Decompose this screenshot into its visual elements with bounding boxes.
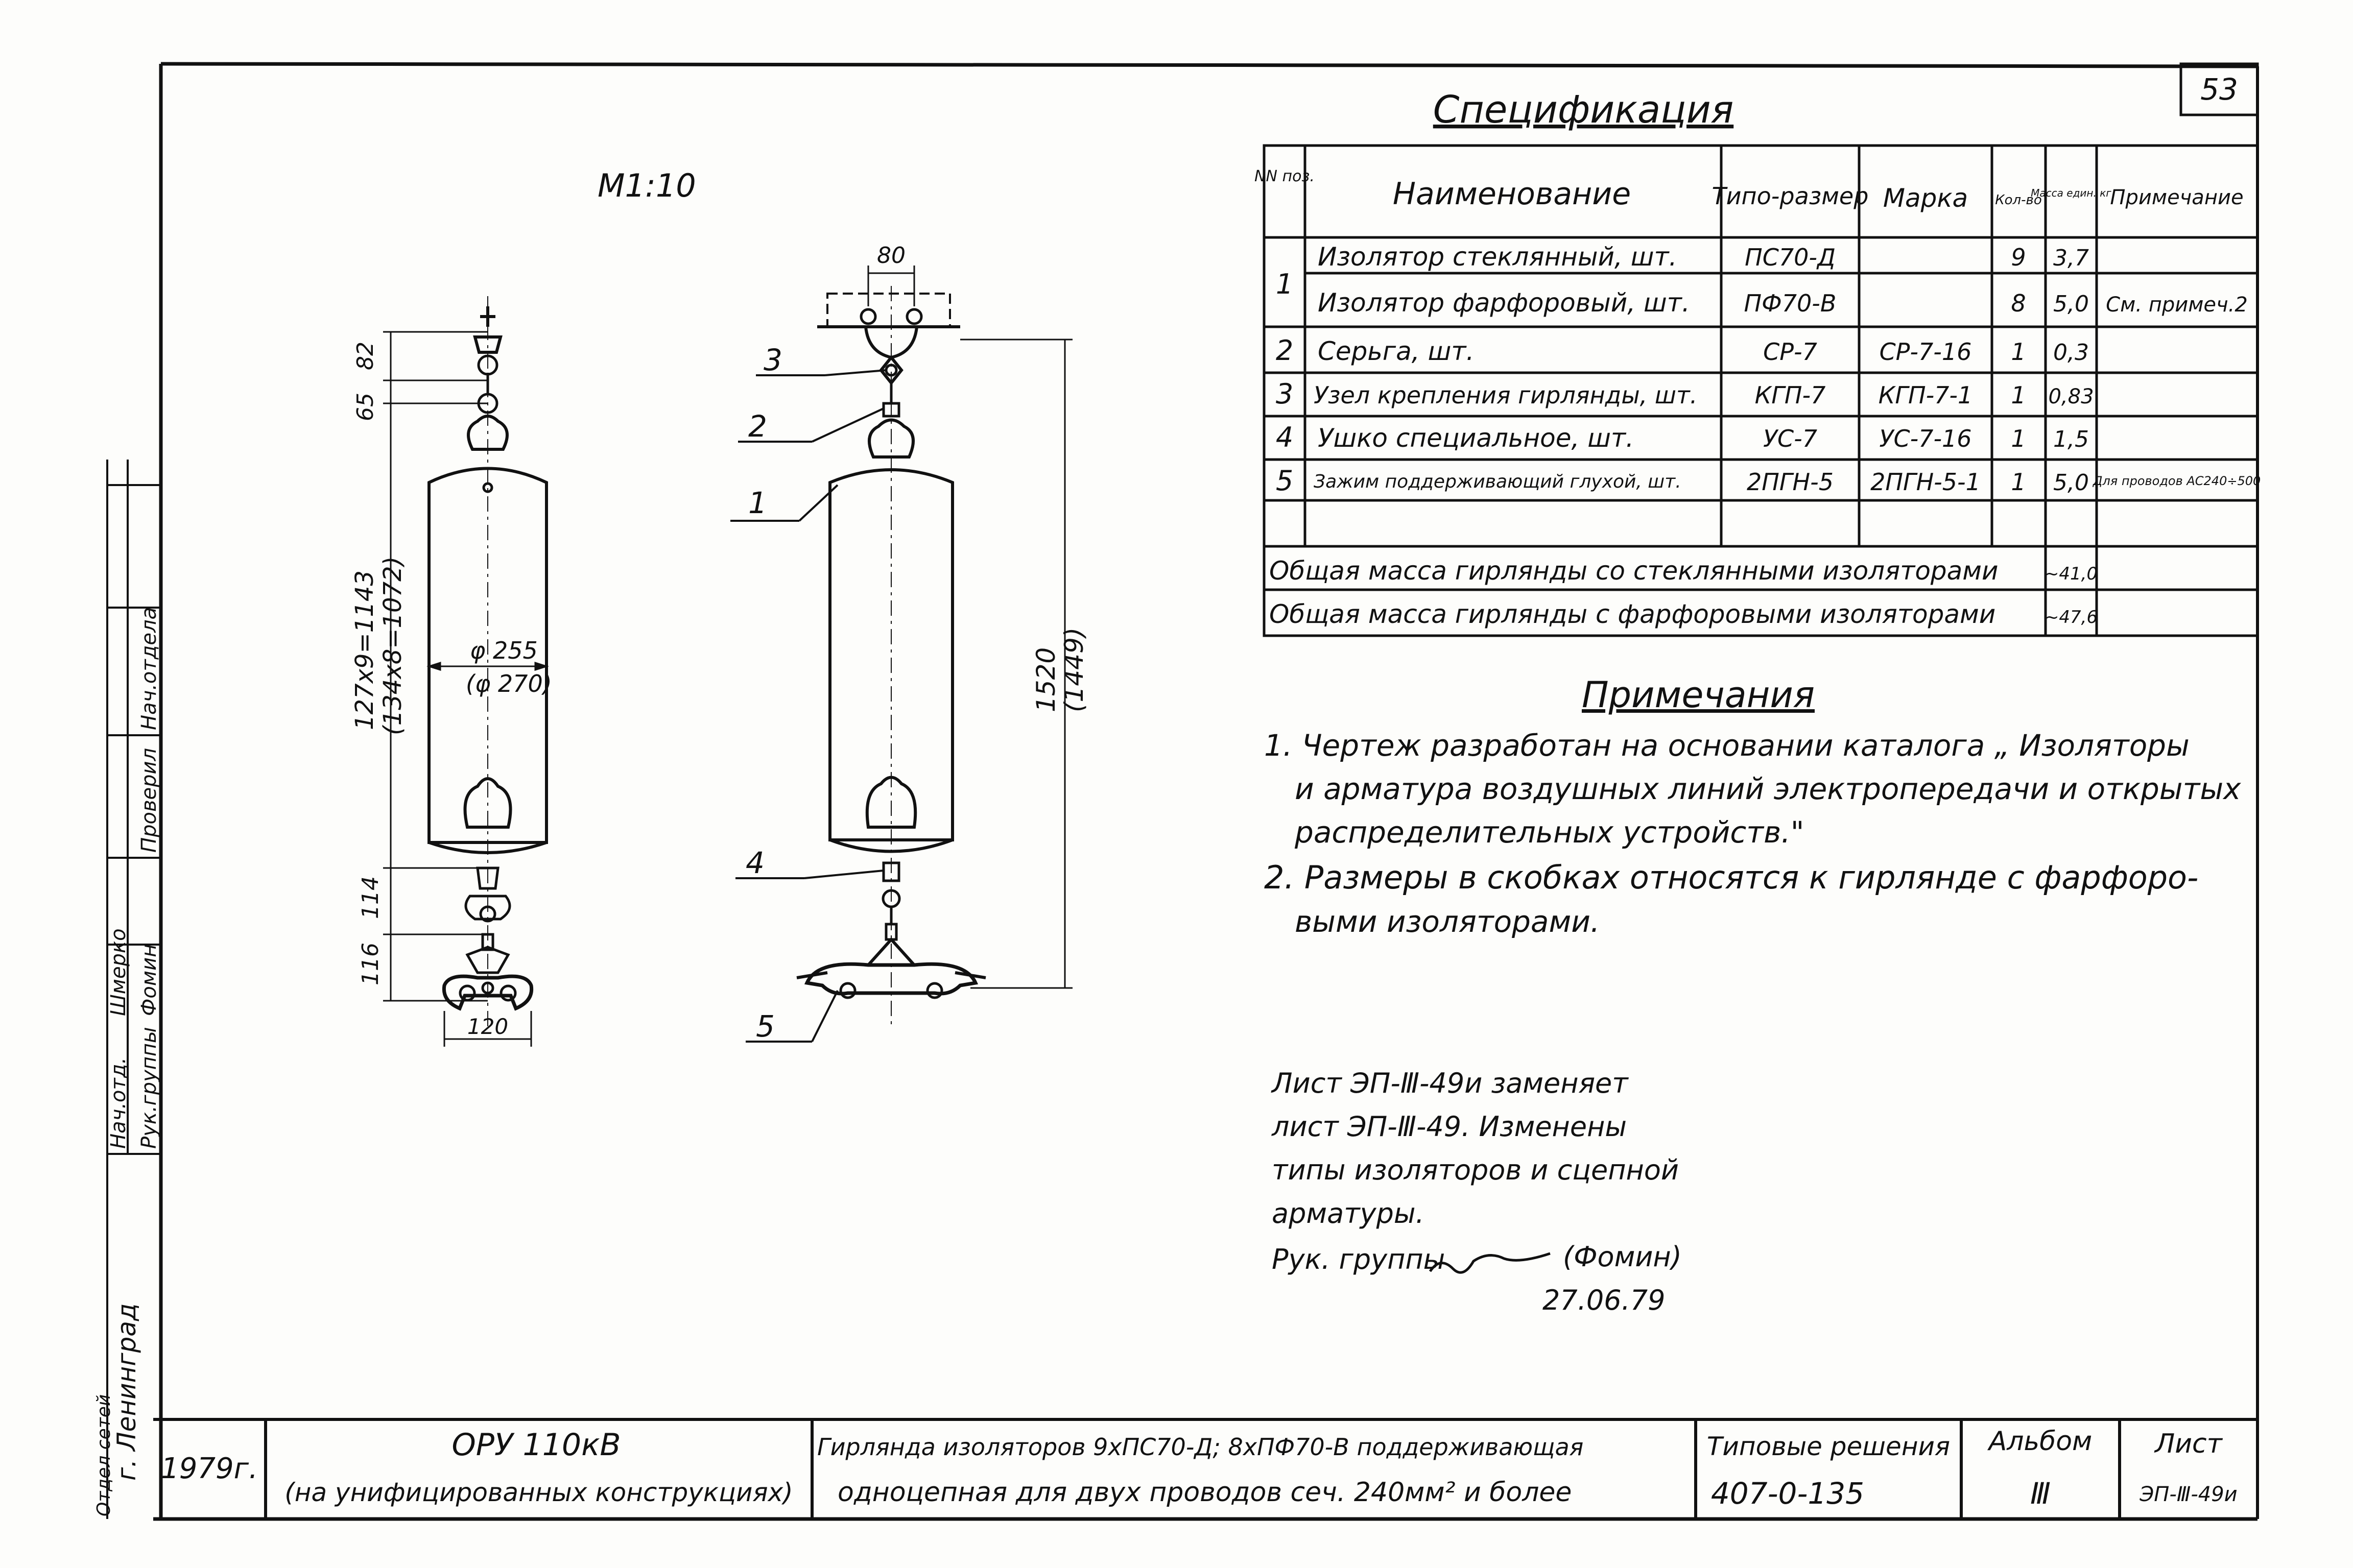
title-series-value: 407-0-135 [1710, 1476, 1865, 1511]
row-mark: СР-7-16 [1879, 338, 1972, 366]
header-name: Наименование [1392, 176, 1631, 212]
row-note: Для проводов АС240÷500 [2093, 474, 2261, 488]
stamp-org: г. Ленинград [112, 1303, 141, 1481]
note-2-line-2: выми изоляторами. [1295, 904, 1600, 939]
row-name: Изолятор фарфоровый, шт. [1318, 288, 1690, 318]
note-1-line-1: 1. Чертеж разработан на основании каталога „ Изоляторы [1264, 728, 2190, 763]
notes-title: Примечания [1581, 674, 1815, 716]
note-1-line-3: распределительных устройств." [1295, 815, 1804, 850]
notes-list [1264, 728, 2241, 939]
callout-5: 5 [756, 1009, 775, 1044]
spec-title: Спецификация [1433, 88, 1734, 132]
stamp-name-2: Фомин [137, 944, 161, 1016]
stamp-col-1: Рук.группы [137, 1027, 161, 1149]
row-mass: 0,83 [2048, 385, 2094, 408]
row-pos: 5 [1275, 465, 1294, 497]
title-sheet-value: ЭП-Ⅲ-49и [2140, 1483, 2238, 1506]
stamp-name-1: Шмерко [107, 928, 130, 1016]
stamp-col-2: Проверил [137, 747, 161, 853]
row-pos: 4 [1275, 421, 1294, 453]
row-name: Ушко специальное, шт. [1318, 423, 1634, 453]
dim-114: 114 [358, 876, 384, 919]
replacement-line-4: арматуры. [1272, 1197, 1424, 1229]
row-name: Серьга, шт. [1318, 336, 1475, 366]
header-mark: Марка [1883, 183, 1968, 213]
title-series-label: Типовые решения [1706, 1432, 1951, 1461]
replacement-date: 27.06.79 [1542, 1284, 1666, 1316]
row-size: ПС70-Д [1745, 244, 1836, 271]
row-mass: 5,0 [2053, 470, 2089, 496]
row-qty: 9 [2011, 244, 2026, 271]
row-mass: 5,0 [2053, 291, 2089, 317]
row-qty: 1 [2011, 381, 2026, 409]
row-qty: 1 [2011, 468, 2026, 496]
stamp-col-4: Нач.отд. [107, 1057, 130, 1149]
row-pos: 1 [1275, 268, 1294, 300]
title-object: ОРУ 110кВ [451, 1427, 621, 1463]
header-mass: Масса един. кг [2031, 187, 2111, 199]
note-2-line-1: 2. Размеры в скобках относятся к гирлянде с фарфоро- [1264, 859, 2199, 896]
title-album-label: Альбом [1988, 1426, 2093, 1457]
dim-diameter: φ 255 [470, 637, 538, 664]
total-glass-value: ~41,0 [2044, 564, 2098, 584]
row-pos: 2 [1275, 334, 1294, 367]
row-qty: 1 [2011, 425, 2026, 452]
title-description-2: одноцепная для двух проводов сеч. 240мм² и более [838, 1477, 1572, 1508]
row-name: Изолятор стеклянный, шт. [1318, 242, 1677, 272]
row-mass: 0,3 [2053, 340, 2089, 366]
row-note: См. примеч.2 [2106, 293, 2248, 317]
replacement-line-1: Лист ЭП-Ⅲ-49и заменяет [1272, 1067, 1628, 1099]
page-number: 53 [2200, 72, 2238, 107]
stamp-col-3: Нач.отдела [137, 607, 161, 730]
row-qty: 8 [2011, 290, 2026, 317]
dim-1449: (1449) [1059, 627, 1089, 712]
row-name: Узел крепления гирлянды, шт. [1314, 381, 1698, 409]
callout-2: 2 [748, 409, 767, 444]
total-porcelain-label: Общая масса гирлянды с фарфоровыми изоляторами [1269, 599, 1996, 629]
total-glass-label: Общая масса гирлянды со стеклянными изоляторами [1269, 556, 1999, 586]
row-mark: КГП-7-1 [1878, 381, 1973, 409]
callout-leaders [730, 370, 886, 1042]
scale-label: М1:10 [598, 167, 696, 204]
callout-1: 1 [748, 486, 767, 520]
replacement-line-2: лист ЭП-Ⅲ-49. Изменены [1272, 1111, 1627, 1143]
signer-label: Рук. группы [1272, 1243, 1445, 1275]
callout-4: 4 [746, 846, 765, 880]
row-pos: 3 [1275, 378, 1294, 410]
header-pos: NN поз. [1254, 167, 1315, 185]
dim-65: 65 [352, 393, 378, 421]
note-1-line-2: и арматура воздушных линий электропередачи и открытых [1295, 771, 2241, 806]
title-sheet-label: Лист [2155, 1429, 2222, 1459]
row-size: 2ПГН-5 [1747, 468, 1834, 496]
row-size: СР-7 [1763, 338, 1817, 366]
title-description-1: Гирлянда изоляторов 9хПС70-Д; 8хПФ70-В поддерживающая [817, 1433, 1584, 1461]
replacement-note [1271, 1067, 1682, 1316]
row-size: КГП-7 [1754, 381, 1826, 409]
row-mark: УС-7-16 [1879, 425, 1972, 452]
header-size: Типо-размер [1712, 182, 1869, 210]
dim-1072: (134x8=1072) [378, 556, 407, 735]
dim-80: 80 [877, 243, 906, 269]
dim-82: 82 [352, 342, 378, 370]
header-qty: Кол-во [1995, 192, 2042, 208]
right-view [797, 286, 986, 1026]
dim-120: 120 [467, 1014, 509, 1039]
dim-1520: 1520 [1031, 647, 1061, 712]
signature-mark [1430, 1253, 1550, 1272]
signer-name: (Фомин) [1563, 1241, 1682, 1273]
header-note: Примечание [2110, 186, 2244, 209]
callout-3: 3 [764, 343, 782, 377]
total-porcelain-value: ~47,6 [2044, 607, 2098, 628]
row-name: Зажим поддерживающий глухой, шт. [1314, 471, 1681, 492]
row-qty: 1 [2011, 338, 2026, 366]
row-size: ПФ70-В [1744, 290, 1837, 317]
title-object-sub: (на унифицированных конструкциях) [284, 1478, 793, 1507]
dim-116: 116 [358, 943, 384, 985]
row-size: УС-7 [1763, 425, 1818, 452]
dim-1143: 127x9=1143 [350, 570, 379, 730]
title-year: 1979г. [161, 1452, 258, 1485]
row-mark: 2ПГН-5-1 [1870, 468, 1981, 496]
replacement-line-3: типы изоляторов и сцепной [1272, 1154, 1679, 1186]
row-mass: 1,5 [2053, 426, 2089, 452]
stamp-org-2: Отдел сетей [93, 1394, 114, 1516]
title-album-value: Ⅲ [2030, 1476, 2051, 1511]
dim-diameter-alt: (φ 270) [466, 670, 552, 697]
row-mass: 3,7 [2053, 245, 2089, 271]
